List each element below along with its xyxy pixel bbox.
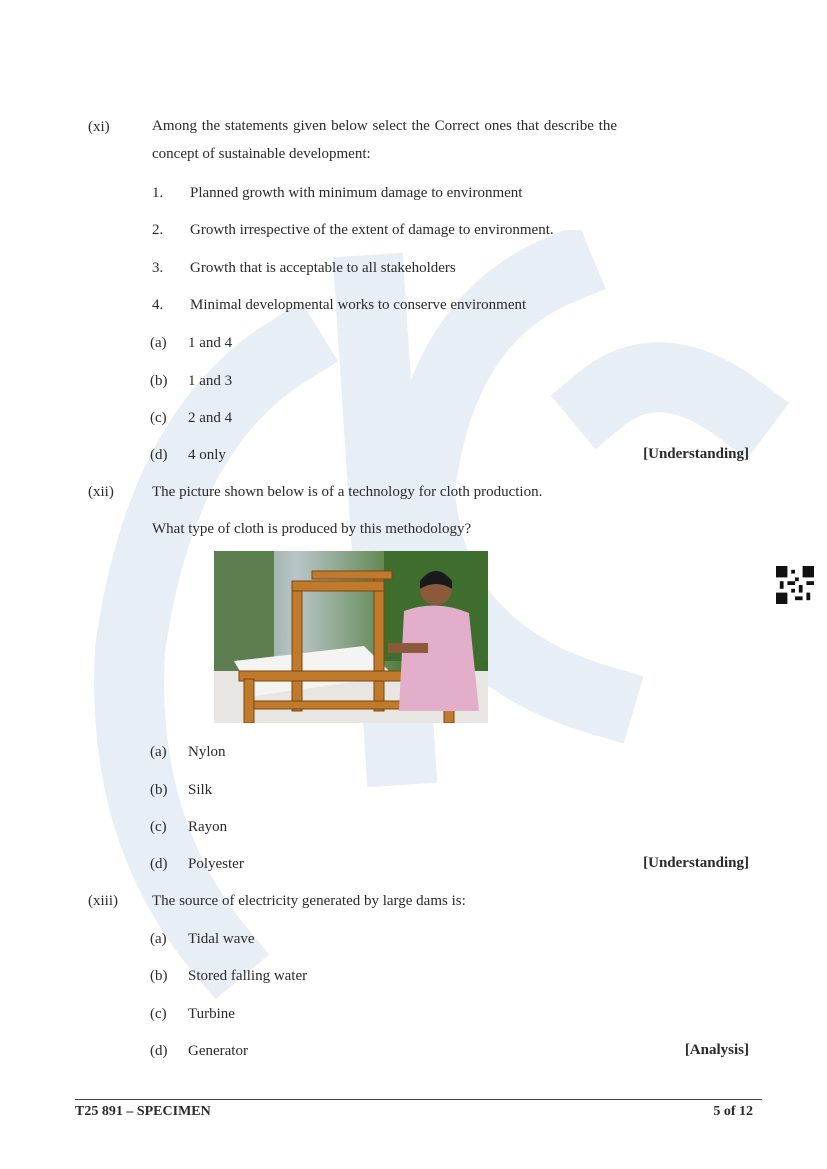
option-label: (b) xyxy=(150,782,168,798)
cognitive-tag: [Analysis] xyxy=(684,1042,749,1058)
option-label: (c) xyxy=(150,819,167,835)
option-label: (d) xyxy=(150,856,168,872)
option-label: (b) xyxy=(150,373,168,389)
question-number: (xi) xyxy=(88,119,110,135)
option-text: Generator xyxy=(188,1043,248,1059)
option-text: 1 and 3 xyxy=(188,373,233,389)
statement-number: 1. xyxy=(152,185,164,201)
option-label: (a) xyxy=(150,335,167,351)
option-label: (a) xyxy=(150,744,167,760)
option-text: Nylon xyxy=(188,744,226,760)
handloom-photo xyxy=(214,551,488,723)
paper-code: T25 891 – SPECIMEN xyxy=(75,1104,211,1119)
option-text: Stored falling water xyxy=(188,968,308,984)
option-label: (b) xyxy=(150,968,168,984)
option-text: 4 only xyxy=(188,447,226,463)
option-label: (a) xyxy=(150,931,167,947)
option-text: Turbine xyxy=(188,1006,235,1022)
option-label: (d) xyxy=(150,1043,168,1059)
question-text: The source of electricity generated by large dams is: xyxy=(152,893,466,909)
page-number: 5 of 12 xyxy=(713,1104,753,1119)
qr-code xyxy=(775,566,815,604)
option-label: (c) xyxy=(150,1006,167,1022)
option-text: Polyester xyxy=(188,856,244,872)
option-label: (d) xyxy=(150,447,168,463)
question-text: The picture shown below is of a technology for cloth production. xyxy=(152,484,543,500)
option-text: Rayon xyxy=(188,819,228,835)
option-text: 2 and 4 xyxy=(188,410,233,426)
option-text: Tidal wave xyxy=(188,931,255,947)
option-text: Silk xyxy=(188,782,213,798)
cognitive-tag: [Understanding] xyxy=(643,446,749,462)
question-text-2: What type of cloth is produced by this methodology? xyxy=(152,521,472,537)
statement-number: 4. xyxy=(152,297,164,313)
watermark-text: CISCE xyxy=(40,230,43,231)
question-number: (xii) xyxy=(88,484,114,500)
statement-text: Minimal developmental works to conserve environment xyxy=(190,297,527,313)
question-number: (xiii) xyxy=(88,893,118,909)
cognitive-tag: [Understanding] xyxy=(643,855,749,871)
question-text: Among the statements given below select the Correct ones that describe the concept of sustainable development: xyxy=(152,118,617,162)
statement-text: Planned growth with minimum damage to environment xyxy=(190,185,523,201)
statement-number: 3. xyxy=(152,260,164,276)
statement-number: 2. xyxy=(152,222,164,238)
option-text: 1 and 4 xyxy=(188,335,233,351)
statement-text: Growth irrespective of the extent of damage to environment. xyxy=(190,222,554,238)
footer-divider xyxy=(75,1099,762,1100)
statement-text: Growth that is acceptable to all stakeholders xyxy=(190,260,456,276)
option-label: (c) xyxy=(150,410,167,426)
